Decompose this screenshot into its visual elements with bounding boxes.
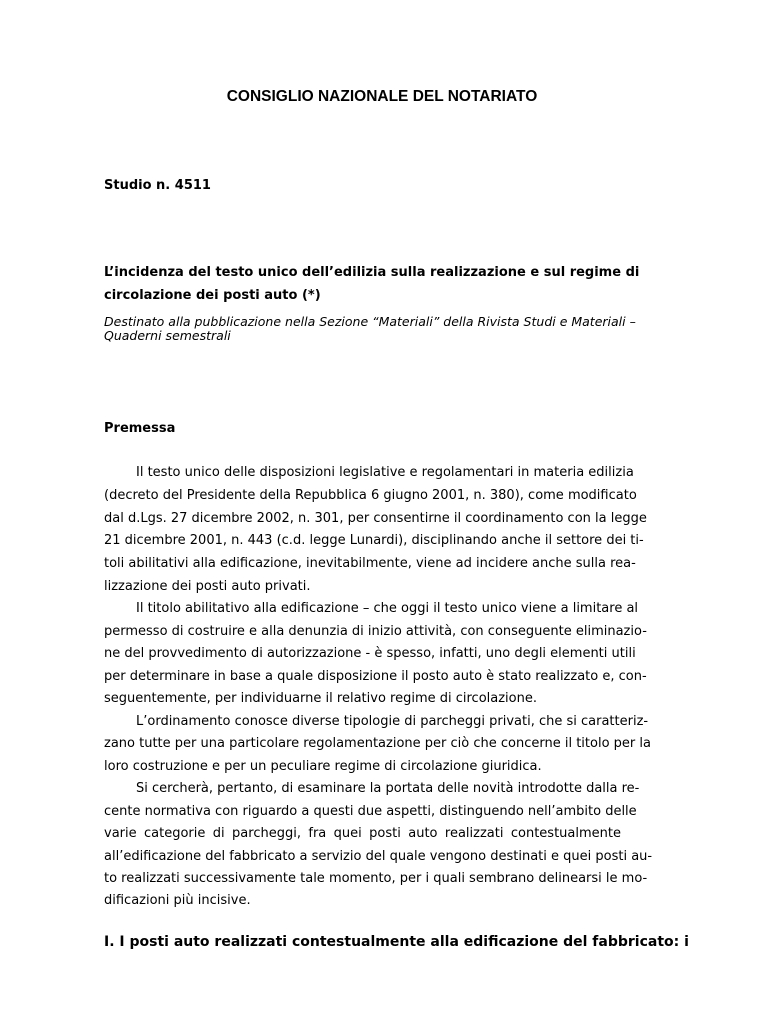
- organization-header: CONSIGLIO NAZIONALE DEL NOTARIATO: [226, 88, 538, 105]
- paragraph-line: cente normativa con riguardo a questi due aspetti, distinguendo nell’ambito delle: [104, 804, 637, 819]
- paragraph-line: to realizzati successivamente tale momento, per i quali sembrano delinearsi le mo-: [104, 871, 648, 886]
- document-title-line: L’incidenza del testo unico dell’edilizia sulla realizzazione e sul regime di: [104, 265, 640, 280]
- paragraph-line: varie categorie di parcheggi, fra quei posti auto realizzati contestualmente: [104, 826, 621, 841]
- paragraph-line: zano tutte per una particolare regolamentazione per ciò che concerne il titolo per la: [104, 736, 651, 751]
- paragraph-line: seguentemente, per individuarne il relativo regime di circolazione.: [104, 691, 537, 706]
- paragraph-line: dal d.Lgs. 27 dicembre 2002, n. 301, per consentirne il coordinamento con la legge: [104, 511, 647, 526]
- paragraph-line: ne del provvedimento di autorizzazione - è spesso, infatti, uno degli elementi utili: [104, 646, 636, 661]
- paragraph-line: toli abilitativi alla edificazione, inevitabilmente, viene ad incidere anche sulla rea-: [104, 556, 636, 571]
- paragraph-line: Il titolo abilitativo alla edificazione – che oggi il testo unico viene a limitare al: [136, 601, 639, 616]
- paragraph-line: loro costruzione e per un peculiare regime di circolazione giuridica.: [104, 759, 542, 774]
- paragraph-line: dificazioni più incisive.: [104, 893, 251, 908]
- paragraph-line: Il testo unico delle disposizioni legislative e regolamentari in materia edilizia: [136, 465, 634, 480]
- document-title-line: circolazione dei posti auto (*): [104, 288, 321, 303]
- section-title: Premessa: [104, 421, 176, 436]
- paragraph-line: L’ordinamento conosce diverse tipologie di parcheggi privati, che si caratteriz-: [136, 714, 649, 729]
- paragraph-line: permesso di costruire e alla denunzia di inizio attività, con conseguente eliminazio-: [104, 624, 647, 639]
- paragraph-line: all’edificazione del fabbricato a servizio del quale vengono destinati e quei posti au-: [104, 849, 653, 864]
- paragraph-line: Si cercherà, pertanto, di esaminare la portata delle novità introdotte dalla re-: [136, 781, 640, 796]
- study-number: Studio n. 4511: [104, 178, 211, 193]
- publication-note-line: Destinato alla pubblicazione nella Sezione “Materiali” della Rivista Studi e Materiali –: [104, 314, 636, 329]
- paragraph-line: per determinare in base a quale disposizione il posto auto è stato realizzato e, con-: [104, 669, 647, 684]
- paragraph-line: (decreto del Presidente della Repubblica 6 giugno 2001, n. 380), come modificato: [104, 488, 637, 503]
- publication-note-line: Quaderni semestrali: [104, 328, 231, 343]
- paragraph-line: 21 dicembre 2001, n. 443 (c.d. legge Lunardi), disciplinando anche il settore dei ti-: [104, 533, 644, 548]
- paragraph-line: lizzazione dei posti auto privati.: [104, 579, 311, 594]
- chapter-heading: I. I posti auto realizzati contestualmente alla edificazione del fabbricato: i: [104, 934, 689, 950]
